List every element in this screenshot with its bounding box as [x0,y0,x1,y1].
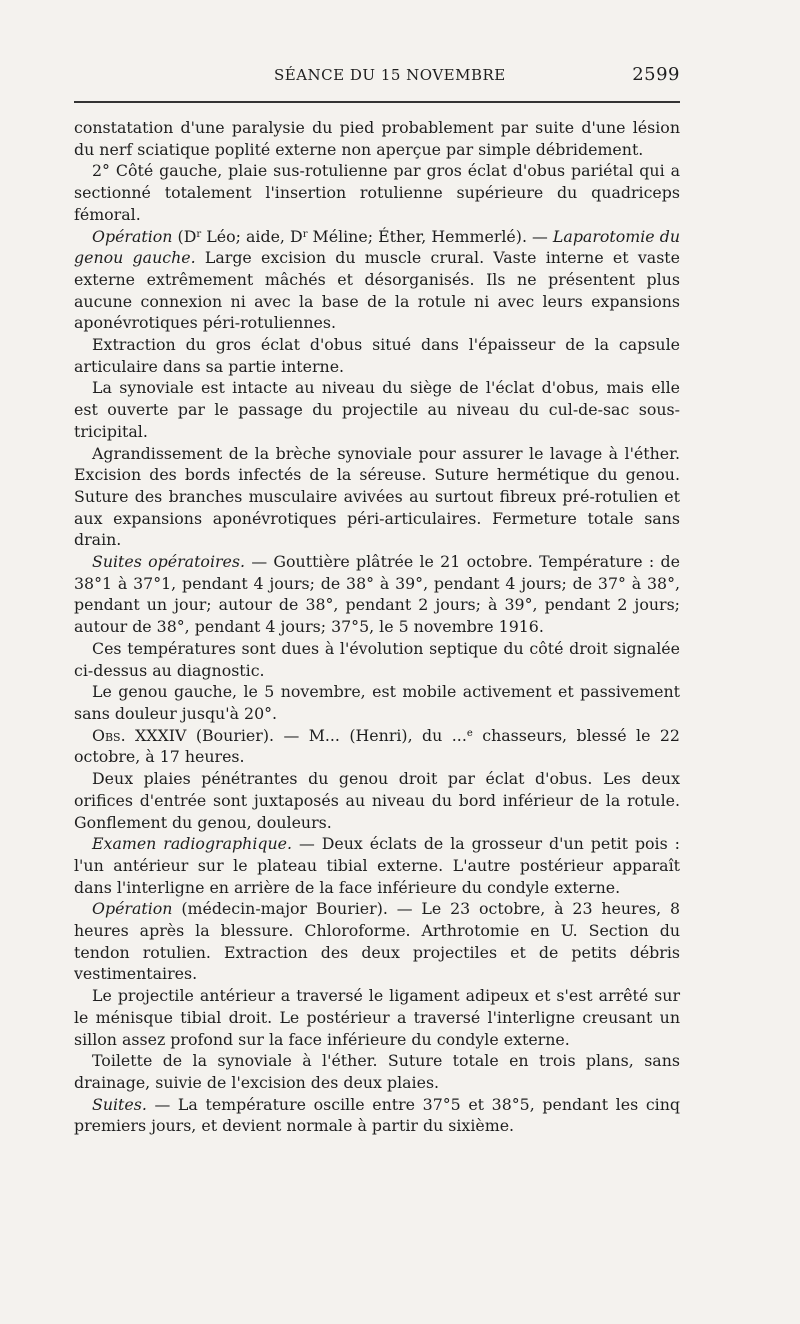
p3-doctor1-tail: Léo; aide, D [201,226,303,246]
p3-lead: Opération [92,226,173,246]
p3-doctor2-tail: Méline; Éther, Hemmerlé). — [307,226,553,246]
paragraph-2: 2° Côté gauche, plaie sus-rotulienne par gros éclat d'obus pariétal qui a sectionné totalement l'insertion rotulienne supérieure du quadriceps fémoral. [74,161,680,224]
p10-tail: chasseurs, blessé le 22 octobre, à 17 heures. [74,725,680,767]
running-title: SÉANCE DU 15 NOVEMBRE [274,66,506,84]
paragraph-9: Le genou gauche, le 5 novembre, est mobile activement et passivement sans douleur jusqu'à 20°. [74,682,680,723]
paragraph-8: Ces températures sont dues à l'évolution septique du côté droit signalée ci-dessus au diagnostic. [74,638,680,680]
paragraph-6: Agrandissement de la brèche synoviale pour assurer le lavage à l'éther. Excision des bords infectés de la séreuse. Suture hermétique du genou. Suture des branches musculaire avivées au surtout fibreux pré-rotulien et aux expansions aponévrotiques péri-articulaires. Fermeture totale sans drain. [74,443,680,550]
running-head [74,62,680,88]
paragraph-13 [74,898,680,985]
p16-lead: Suites. [92,1094,147,1114]
paragraph-1: constatation d'une paralysie du pied probablement par suite d'une lésion du nerf sciatique poplité externe non aperçue par simple débridement. [74,118,680,159]
p12-rest: — Deux éclats de la grosseur d'un petit pois : l'un antérieur sur le plateau tibial externe. L'autre postérieur apparaît dans l'interligne en arrière de la face inférieure du condyle externe. [74,834,680,897]
paragraph-3 [74,226,680,335]
page-number: 2599 [632,64,680,85]
p3-doctor1: (D [177,226,197,246]
paragraph-10 [74,725,680,768]
paragraph-14: Le projectile antérieur a traversé le ligament adipeux et s'est arrêté sur le ménisque tibial droit. Le postérieur a traversé l'interligne creusant un sillon assez profond sur la face inférieure du condyle externe. [74,986,680,1049]
paragraph-7 [74,551,680,638]
body-text [74,117,680,1137]
p3-sup2: r [302,228,308,240]
p12-lead: Examen radiographique. [92,834,293,854]
p10-sup: e [466,727,473,739]
p10-lead: Obs. XXXIV [92,725,187,745]
paragraph-15: Toilette de la synoviale à l'éther. Suture totale en trois plans, sans drainage, suivie de l'excision des deux plaies. [74,1051,680,1092]
p3-rest: Large excision du muscle crural. Vaste interne et vaste externe extrêmement mâchés et désorganisés. Ils ne présentent plus aucune connexion ni avec la base de la rotule ni avec leurs expansions aponévrotiques péri-rotuliennes. [74,248,680,333]
p16-rest: — La température oscille entre 37°5 et 38°5, pendant les cinq premiers jours, et devient normale à partir du sixième. [74,1094,680,1136]
paragraph-4: Extraction du gros éclat d'obus situé dans l'épaisseur de la capsule articulaire dans sa partie interne. [74,335,680,376]
p7-rest: — Gouttière plâtrée le 21 octobre. Température : de 38°1 à 37°1, pendant 4 jours; de 38° à 39°, pendant 4 jours; de 37° à 38°, pendant un jour; autour de 38°, pendant 2 jours; à 39°, pendant 2 jours; autour de 38°, pendant 4 jours; 37°5, le 5 novembre 1916. [74,552,680,637]
paragraph-11: Deux plaies pénétrantes du genou droit par éclat d'obus. Les deux orifices d'entrée sont juxtaposés au niveau du bord inférieur de la rotule. Gonflement du genou, douleurs. [74,769,680,832]
p3-sup1: r [196,228,202,240]
p13-lead: Opération [92,899,173,919]
p7-lead: Suites opératoires. [92,552,246,572]
header-rule [74,101,680,103]
p13-rest: (médecin-major Bourier). — Le 23 octobre, à 23 heures, 8 heures après la blessure. Chloroforme. Arthrotomie en U. Section du tendon rotulien. Extraction des deux projectiles et de petits débris vestimentaires. [74,899,680,984]
p3-procedure: Laparotomie du genou gauche. [74,226,681,268]
paragraph-12 [74,833,680,898]
paragraph-16 [74,1094,680,1137]
paragraph-5: La synoviale est intacte au niveau du siège de l'éclat d'obus, mais elle est ouverte par le passage du projectile au niveau du cul-de-sac sous-tricipital. [74,378,680,441]
p10-rest: (Bourier). — M... (Henri), du ... [186,725,467,745]
